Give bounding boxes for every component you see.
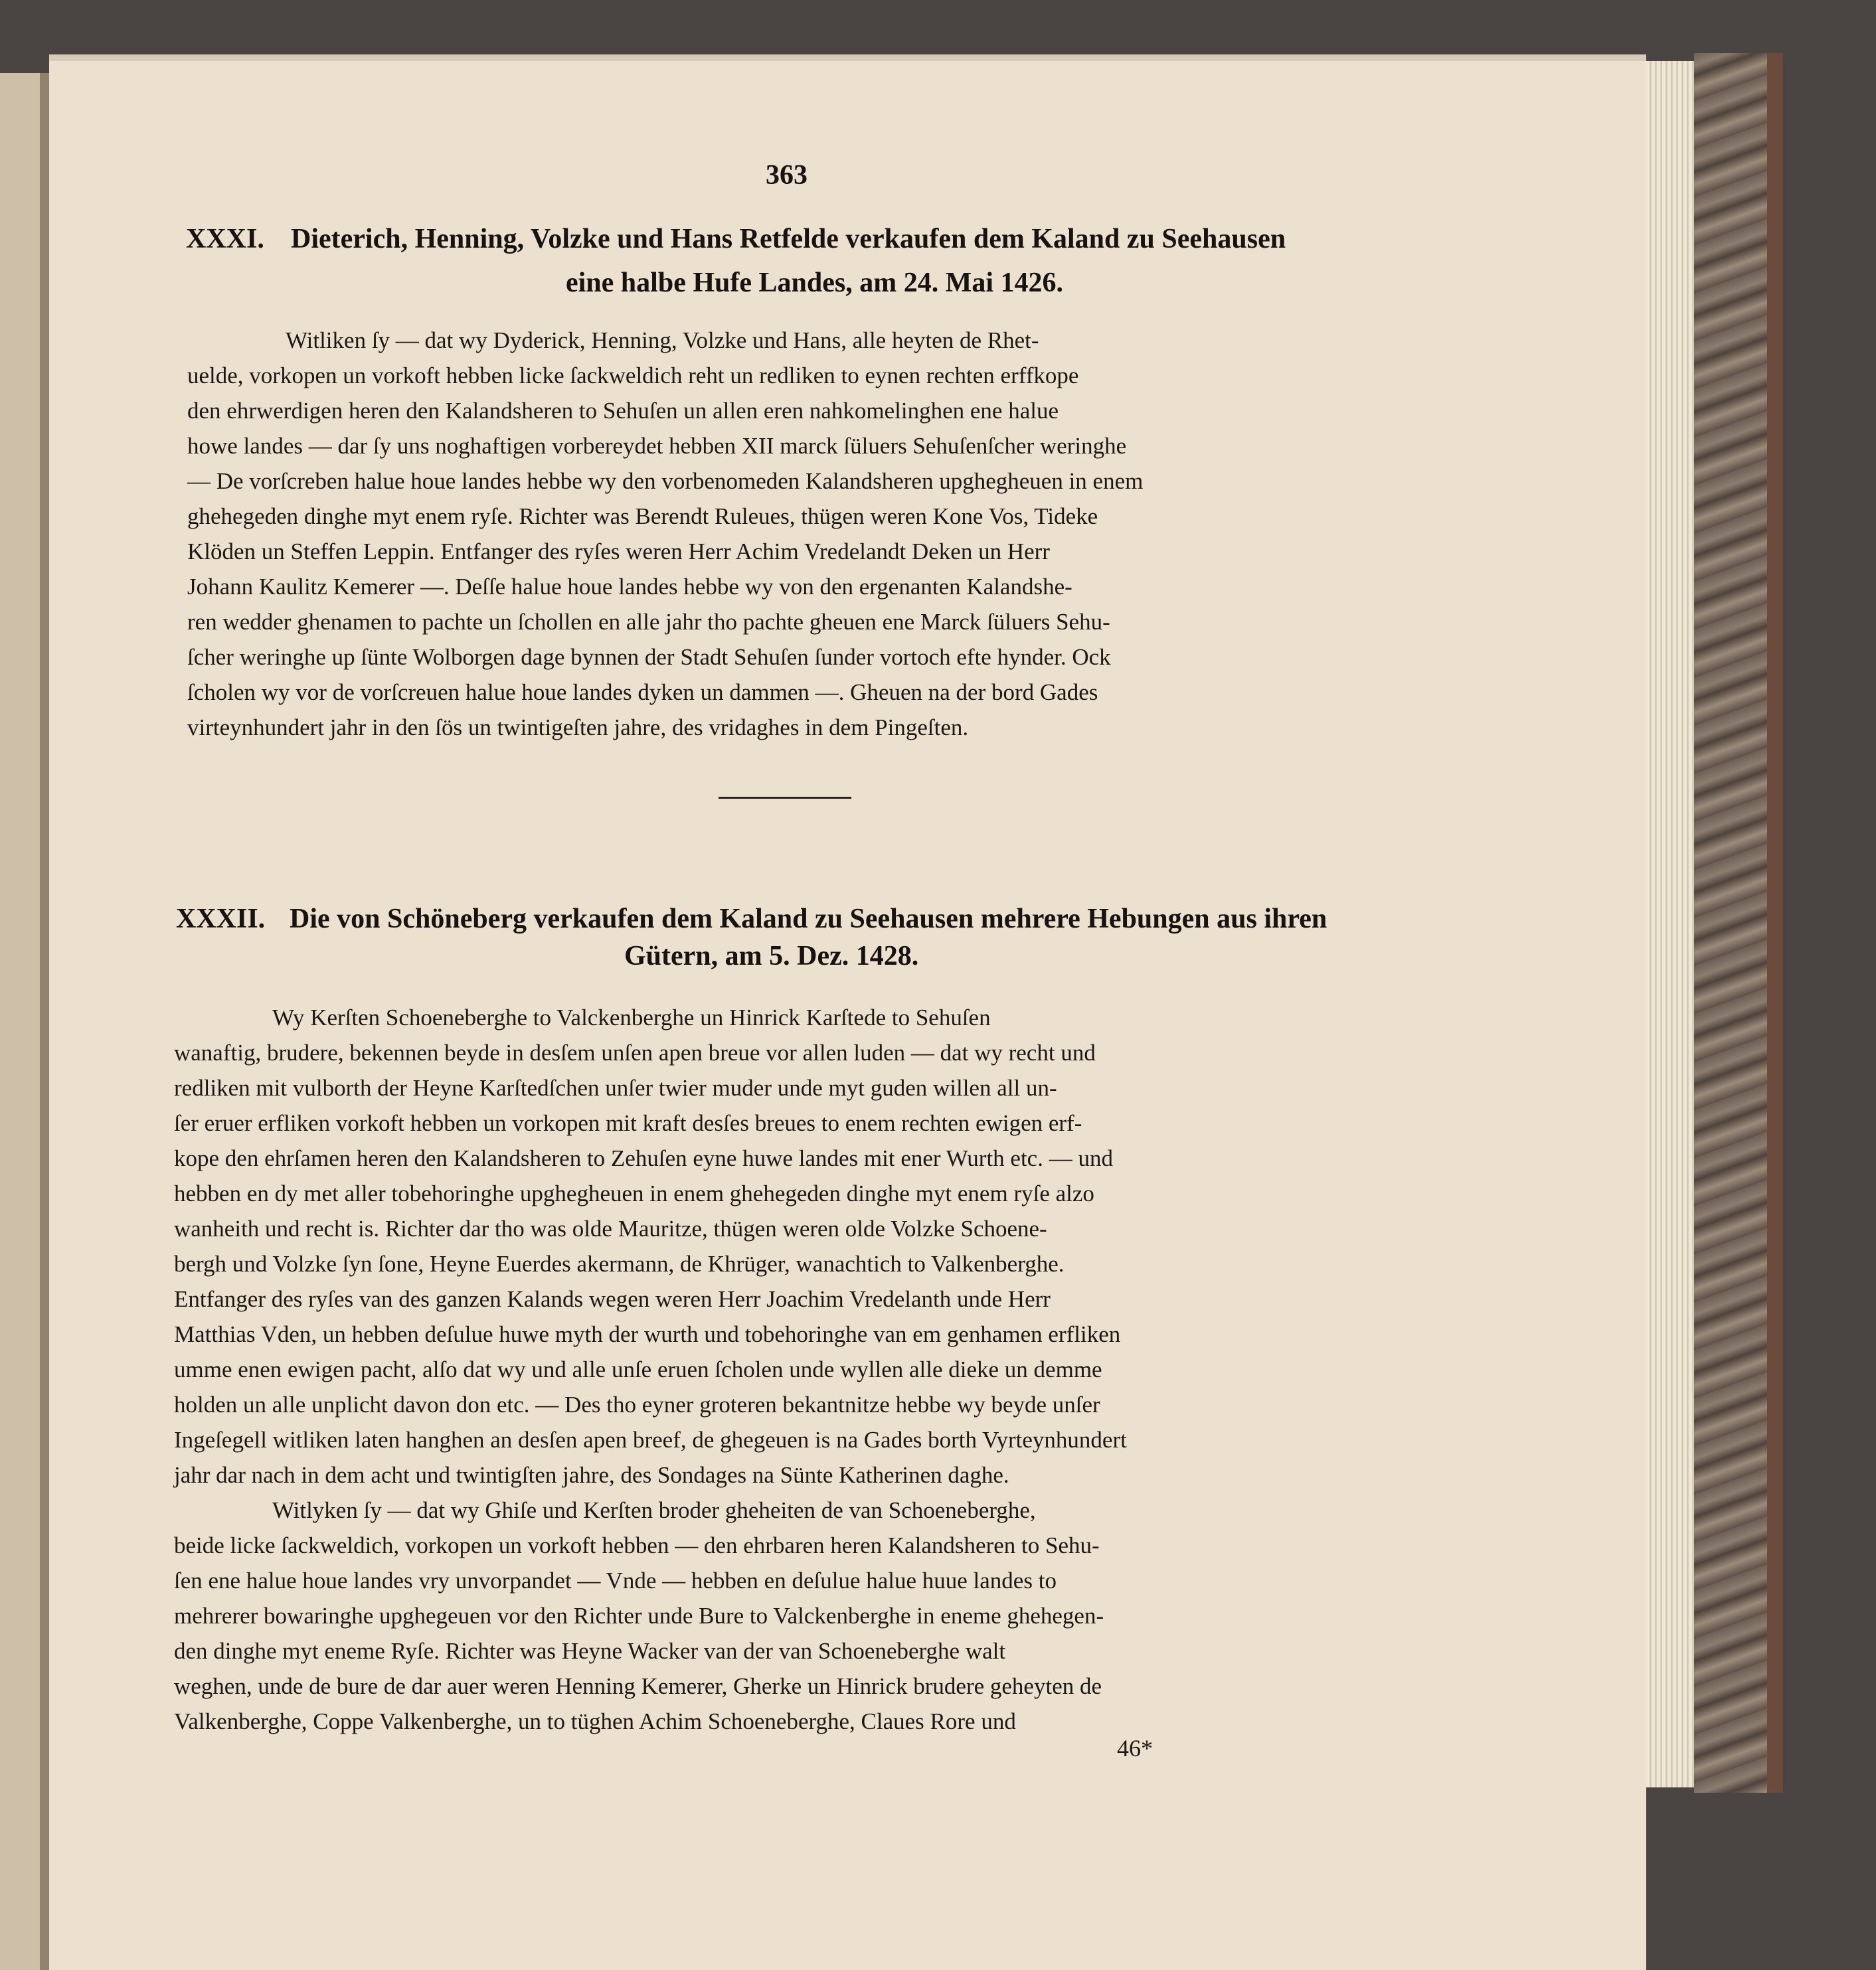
doc31-line: jahr dar nach in dem acht und twintigſten jahre, des Sondages na Sünte Katherinen daghe.: [174, 1462, 1009, 1488]
doc31-line: Witlyken ſy — dat wy Ghiſe und Kerſten broder gheheiten de van Schoeneberghe,: [272, 1497, 1036, 1523]
doc30-line: ren wedder ghenamen to pachte un ſchollen en alle jahr tho pachte gheuen ene Marck ſüluers Sehu-: [187, 609, 1110, 635]
doc30-line: ghehegeden dinghe myt enem ryſe. Richter was Berendt Ruleues, thügen weren Kone Vos, Tideke: [187, 503, 1098, 529]
doc31-line: kope den ehrſamen heren den Kalandsheren to Zehuſen eyne huwe landes mit ener Wurth etc. — und: [174, 1145, 1113, 1171]
doc30-line: uelde, vorkopen un vorkoft hebben licke ſackweldich reht un redliken to eynen rechten erffkope: [187, 363, 1079, 388]
page-number: 363: [766, 160, 808, 191]
doc31-number: XXXII.: [176, 904, 266, 934]
doc30-heading-line2: eine halbe Hufe Landes, am 24. Mai 1426.: [566, 268, 1064, 298]
doc30-line: ſcher weringhe up ſünte Wolborgen dage bynnen der Stadt Sehuſen ſunder vortoch efte hynder. Ock: [187, 644, 1111, 670]
doc31-line: hebben en dy met aller tobehoringhe upghegheuen in enem ghehegeden dinghe myt enem ryſe alzo: [174, 1181, 1094, 1206]
doc31-line: Valkenberghe, Coppe Valkenberghe, un to tüghen Achim Schoeneberghe, Claues Rore und: [174, 1708, 1016, 1734]
doc31-line: den dinghe myt eneme Ryſe. Richter was Heyne Wacker van der van Schoeneberghe walt: [174, 1638, 1006, 1664]
doc31-line: ſen ene halue houe landes vry unvorpandet — Vnde — hebben en deſulue halue huue landes to: [174, 1568, 1057, 1594]
doc30-line: den ehrwerdigen heren den Kalandsheren to Sehuſen un allen eren nahkomelinghen ene halue: [187, 398, 1059, 424]
marbled-cover: [1694, 53, 1767, 1793]
doc31-line: weghen, unde de bure de dar auer weren Henning Kemerer, Gherke un Hinrick brudere geheyten de: [174, 1673, 1102, 1699]
doc30-line: Witliken ſy — dat wy Dyderick, Henning, Volzke und Hans, alle heyten de Rhet-: [286, 327, 1039, 353]
doc30-heading-line1: Dieterich, Henning, Volzke und Hans Retfelde verkaufen dem Kaland zu Seehausen: [291, 224, 1286, 254]
doc30-line: Klöden un Steffen Leppin. Entfanger des ryſes weren Herr Achim Vredelandt Deken un Herr: [187, 538, 1050, 564]
doc30-line: — De vorſcreben halue houe landes hebbe wy den vorbenomeden Kalandsheren upghegheuen in enem: [187, 468, 1144, 494]
doc30-number: XXXI.: [186, 224, 264, 254]
doc31-line: bergh und Volzke ſyn ſone, Heyne Euerdes akermann, de Khrüger, wanachtich to Valkenberghe.: [174, 1251, 1065, 1277]
doc31-line: wanaftig, brudere, bekennen beyde in desſem unſen apen breue vor allen luden — dat wy recht und: [174, 1040, 1096, 1066]
signature-mark: 46*: [1117, 1735, 1153, 1762]
doc31-line: ſer eruer erfliken vorkoft hebben un vorkopen mit kraft desſes breues to enem rechten ewigen erf-: [174, 1110, 1082, 1136]
doc31-heading-line1: Die von Schöneberg verkaufen dem Kaland zu Seehausen mehrere Hebungen aus ihren: [290, 904, 1327, 934]
doc31-heading-line2: Gütern, am 5. Dez. 1428.: [624, 941, 919, 971]
doc31-line: Ingeſegell witliken laten hanghen an desſen apen breef, de ghegeuen is na Gades borth Vyrteynhundert: [174, 1427, 1127, 1453]
doc30-line: howe landes — dar ſy uns noghaftigen vorbereydet hebben XII marck ſüluers Sehuſenſcher weringhe: [187, 433, 1127, 459]
doc31-line: Entfanger des ryſes van des ganzen Kalands wegen weren Herr Joachim Vredelanth unde Herr: [174, 1286, 1051, 1312]
cover-spine-edge: [1767, 53, 1783, 1793]
page-stack-edges: [1646, 61, 1694, 1787]
doc31-line: umme enen ewigen pacht, alſo dat wy und alle unſe eruen ſcholen unde wyllen alle dieke un demme: [174, 1356, 1102, 1382]
page-top-edge: [49, 54, 1646, 61]
left-page-edge: [0, 73, 40, 1970]
doc31-line: holden un alle unplicht davon don etc. — Des tho eyner groteren bekantnitze hebbe wy beyde unſer: [174, 1392, 1100, 1418]
doc31-line: redliken mit vulborth der Heyne Karſtedſchen unſer twier muder unde myt guden willen all un-: [174, 1075, 1057, 1101]
doc31-line: Matthias Vden, un hebben deſulue huwe myth der wurth und tobehoringhe van em genhamen erfliken: [174, 1321, 1121, 1347]
gutter-shadow: [40, 73, 49, 1970]
doc31-line: wanheith und recht is. Richter dar tho was olde Mauritze, thügen weren olde Volzke Schoene-: [174, 1216, 1047, 1242]
doc31-line: beide licke ſackweldich, vorkopen un vorkoft hebben — den ehrbaren heren Kalandsheren to Sehu-: [174, 1532, 1100, 1558]
doc31-line: Wy Kerſten Schoeneberghe to Valckenberghe un Hinrick Karſtede to Sehuſen: [272, 1005, 991, 1030]
doc30-line: virteynhundert jahr in den ſös un twintigeſten jahre, des vridaghes in dem Pingeſten.: [187, 714, 969, 740]
doc30-line: Johann Kaulitz Kemerer —. Deſſe halue houe landes hebbe wy von den ergenanten Kalandshe-: [187, 574, 1072, 600]
doc31-line: mehrerer bowaringhe upghegeuen vor den Richter unde Bure to Valckenberghe in eneme ghehegen-: [174, 1603, 1104, 1629]
section-divider: [719, 797, 851, 799]
doc30-line: ſcholen wy vor de vorſcreuen halue houe landes dyken un dammen —. Gheuen na der bord Gades: [187, 679, 1098, 705]
